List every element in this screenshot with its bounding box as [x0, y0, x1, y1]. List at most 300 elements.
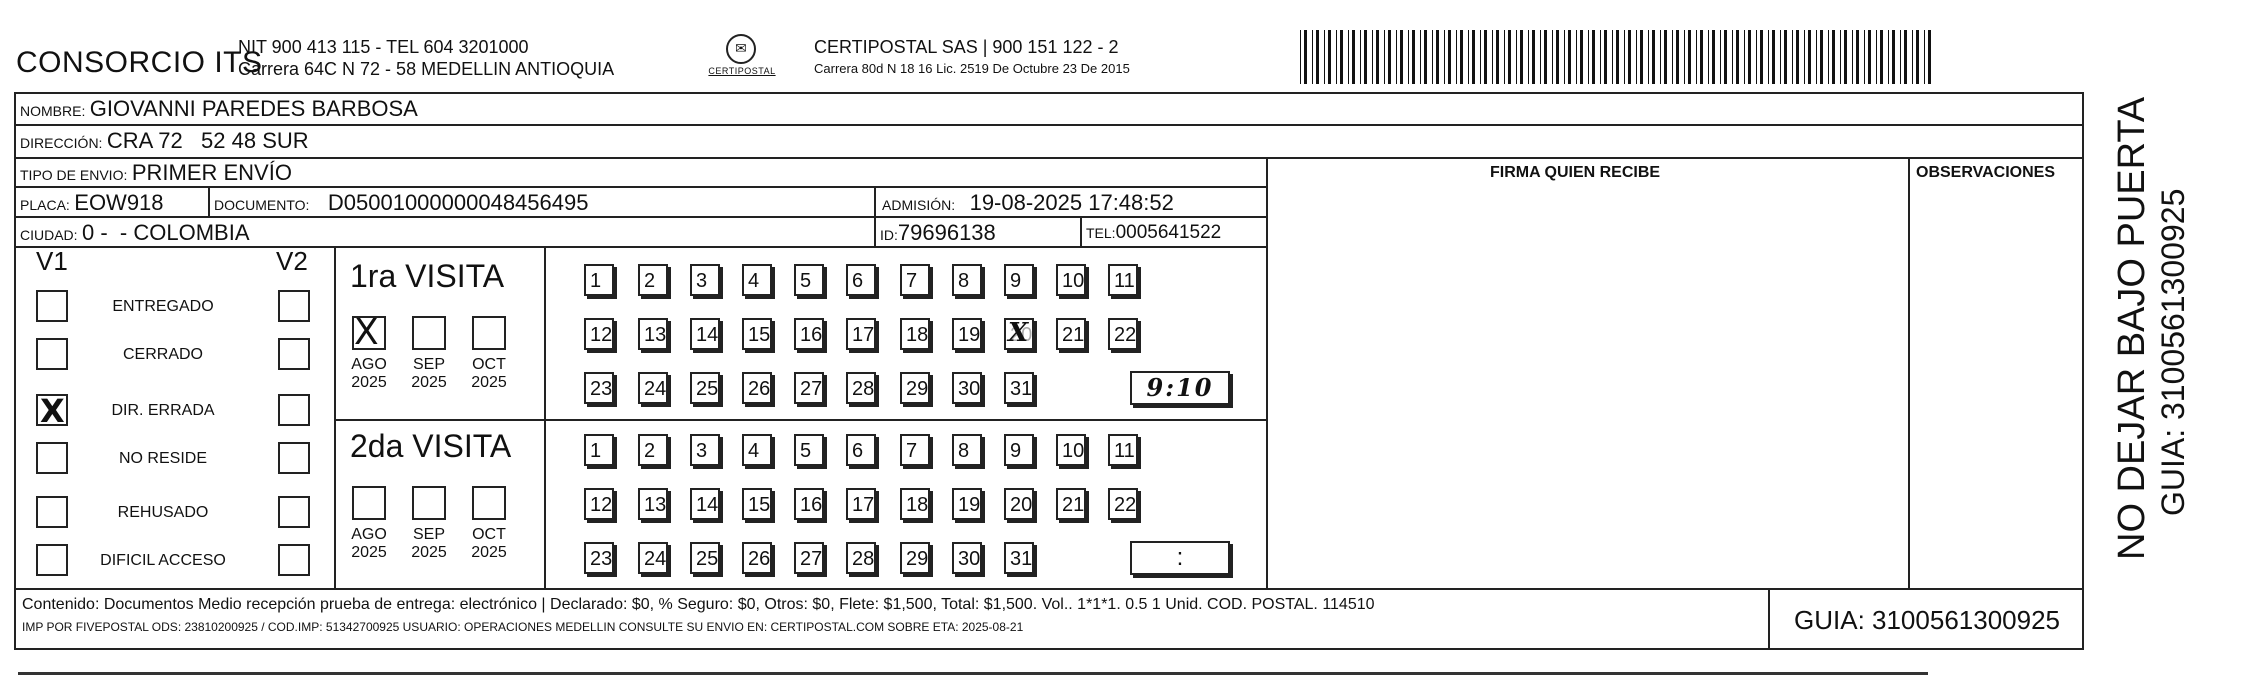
v1-checkbox[interactable] [36, 544, 68, 576]
day-box[interactable] [1056, 434, 1086, 466]
day-number: 29 [906, 378, 929, 400]
month-name: SEP [412, 356, 445, 373]
day-box[interactable] [742, 318, 772, 350]
day-number: 25 [696, 378, 719, 400]
direccion-value: CRA 72 52 48 SUR [106, 128, 309, 153]
certipostal-logo-icon: ✉ [726, 34, 756, 64]
observaciones-label: OBSERVACIONES [1916, 164, 2055, 181]
barcode-bar [1364, 30, 1367, 84]
day-number: 2 [644, 440, 656, 462]
day-box[interactable] [1108, 434, 1138, 466]
month-checkbox[interactable] [412, 486, 446, 520]
day-box[interactable] [952, 264, 982, 296]
status-option-label: CERRADO [122, 346, 203, 363]
day-number: 4 [748, 270, 760, 292]
barcode-bar [1868, 30, 1871, 84]
day-box[interactable] [1108, 264, 1138, 296]
day-box[interactable] [794, 318, 824, 350]
day-number: 6 [852, 440, 864, 462]
day-box[interactable] [846, 264, 876, 296]
firma-label: FIRMA QUIEN RECIBE [1490, 164, 1661, 181]
v1-checkbox[interactable] [36, 290, 68, 322]
month-label [404, 356, 454, 392]
day-number: 9 [1010, 440, 1022, 462]
barcode-bar [1304, 30, 1307, 84]
barcode-bar [1520, 30, 1523, 84]
barcode-bar [1724, 30, 1727, 84]
side-warning: NO DEJAR BAJO PUERTA [2111, 96, 2153, 560]
admision-value: 19-08-2025 17:48:52 [969, 190, 1174, 215]
status-option-label: ENTREGADO [112, 298, 214, 315]
day-number: 24 [644, 378, 667, 400]
day-box[interactable] [1056, 318, 1086, 350]
day-box[interactable] [846, 542, 876, 574]
barcode-bar [1664, 30, 1667, 84]
month-checkbox[interactable] [472, 486, 506, 520]
day-number: 17 [852, 494, 875, 516]
documento-label: DOCUMENTO: [214, 197, 310, 213]
day-number: 7 [906, 270, 918, 292]
v1-checkbox[interactable] [36, 394, 68, 426]
day-box[interactable] [1108, 488, 1138, 520]
barcode-bar [1796, 30, 1799, 84]
day-number: 9 [1010, 270, 1022, 292]
barcode-bar [1328, 30, 1331, 84]
month-checkbox[interactable] [352, 486, 386, 520]
company-address: Carrera 64C N 72 - 58 MEDELLIN ANTIOQUIA [238, 59, 615, 79]
barcode-bar [1660, 30, 1661, 84]
visit-time-box[interactable]: : [1130, 541, 1230, 575]
barcode-bar [1924, 30, 1925, 84]
day-box[interactable] [794, 372, 824, 404]
day-box[interactable] [846, 372, 876, 404]
day-number: 19 [958, 494, 981, 516]
v2-checkbox[interactable] [278, 394, 310, 426]
side-guia: GUIA: 3100561300925 [2155, 188, 2191, 516]
id-value: 79696138 [897, 220, 996, 245]
day-box[interactable] [1004, 434, 1034, 466]
visit-time-box[interactable]: 9:10 [1130, 371, 1230, 405]
day-number: 23 [590, 548, 613, 570]
day-number: 3 [696, 440, 708, 462]
certipostal-logo [702, 34, 782, 88]
barcode-bar [1372, 30, 1373, 84]
ciudad-cell [20, 220, 250, 246]
day-box[interactable] [1108, 318, 1138, 350]
barcode-bar [1384, 30, 1385, 84]
v2-checkbox[interactable] [278, 290, 310, 322]
barcode [1300, 30, 1940, 84]
barcode-bar [1424, 30, 1427, 84]
barcode-bar [1396, 30, 1397, 84]
month-checkbox[interactable] [472, 316, 506, 350]
day-number: 1 [590, 270, 602, 292]
barcode-bar [1360, 30, 1361, 84]
direccion-row [20, 128, 309, 154]
day-number: 31 [1010, 378, 1033, 400]
barcode-bar [1544, 30, 1547, 84]
barcode-bar [1412, 30, 1415, 84]
barcode-bar [1556, 30, 1559, 84]
barcode-bar [1880, 30, 1883, 84]
tipo-envio-row [20, 160, 292, 186]
day-box[interactable] [952, 434, 982, 466]
day-box[interactable] [638, 264, 668, 296]
day-box[interactable] [638, 488, 668, 520]
day-box[interactable] [794, 488, 824, 520]
company-nit: NIT 900 413 115 - TEL 604 3201000 [238, 37, 529, 57]
tipo-envio-value: PRIMER ENVÍO [131, 160, 292, 185]
day-number: 15 [748, 494, 771, 516]
visit-title: 1ra VISITA [350, 258, 505, 294]
barcode-bar [1348, 30, 1349, 84]
day-box[interactable] [846, 488, 876, 520]
id-label: ID: [880, 227, 898, 243]
barcode-bar [1448, 30, 1451, 84]
barcode-bar [1912, 30, 1913, 84]
day-box[interactable] [690, 542, 720, 574]
day-number: 23 [590, 378, 613, 400]
admision-cell [882, 190, 1174, 216]
day-number: 5 [800, 270, 812, 292]
barcode-bar [1832, 30, 1835, 84]
day-box[interactable] [742, 264, 772, 296]
certipostal-nit: CERTIPOSTAL SAS | 900 151 122 - 2 [814, 37, 1119, 57]
day-box[interactable] [952, 488, 982, 520]
day-box[interactable] [952, 372, 982, 404]
v1-header: V1 [36, 246, 68, 276]
barcode-bar [1672, 30, 1673, 84]
day-number: 1 [590, 440, 602, 462]
barcode-bar [1576, 30, 1577, 84]
direccion-label: DIRECCIÓN: [20, 135, 103, 151]
day-box[interactable] [900, 264, 930, 296]
month-label [344, 526, 394, 562]
barcode-bar [1828, 30, 1829, 84]
barcode-bar [1768, 30, 1769, 84]
day-number: 31 [1010, 548, 1033, 570]
barcode-bar [1888, 30, 1889, 84]
barcode-bar [1720, 30, 1721, 84]
day-number: 22 [1114, 494, 1137, 516]
contenido-line: Contenido: Documentos Medio recepción prueba de entrega: electrónico | Declarado: $0, % Seguro: $0, Otros: $0, Flete: $1,500, Total: $1,500. Vol.. 1*1*1. 0.5 1 Unid. COD. POSTAL. 114510 [22, 596, 1375, 613]
certipostal-info [814, 36, 1130, 80]
visit-title: 2da VISITA [350, 428, 512, 464]
day-number: 18 [906, 324, 929, 346]
barcode-bar [1352, 30, 1355, 84]
day-box[interactable] [1056, 488, 1086, 520]
day-box[interactable] [900, 434, 930, 466]
barcode-bar [1820, 30, 1823, 84]
day-number: 17 [852, 324, 875, 346]
barcode-bar [1844, 30, 1847, 84]
day-box[interactable] [1004, 488, 1034, 520]
day-box[interactable] [742, 372, 772, 404]
day-number: 8 [958, 270, 970, 292]
day-number: 18 [906, 494, 929, 516]
day-number: 13 [644, 324, 667, 346]
barcode-bar [1480, 30, 1481, 84]
v2-header: V2 [276, 246, 308, 276]
barcode-bar [1696, 30, 1697, 84]
barcode-bar [1460, 30, 1463, 84]
barcode-bar [1676, 30, 1679, 84]
day-number: 26 [748, 548, 771, 570]
barcode-bar [1760, 30, 1763, 84]
barcode-bar [1892, 30, 1895, 84]
v1-checkbox[interactable] [36, 496, 68, 528]
barcode-bar [1472, 30, 1475, 84]
barcode-bar [1700, 30, 1703, 84]
day-box[interactable] [690, 264, 720, 296]
day-number: 25 [696, 548, 719, 570]
day-box[interactable] [584, 542, 614, 574]
day-box[interactable] [900, 488, 930, 520]
barcode-bar [1592, 30, 1595, 84]
day-number: 2 [644, 270, 656, 292]
cut-line [18, 672, 1928, 675]
day-number: 10 [1062, 440, 1085, 462]
id-cell [880, 220, 996, 246]
barcode-bar [1756, 30, 1757, 84]
day-number: 14 [696, 324, 719, 346]
month-label [344, 356, 394, 392]
barcode-bar [1648, 30, 1649, 84]
day-number: 8 [958, 440, 970, 462]
day-number: 22 [1114, 324, 1137, 346]
logo-text: CERTIPOSTAL [708, 66, 776, 76]
v2-checkbox[interactable] [278, 496, 310, 528]
placa-label: PLACA: [20, 197, 70, 213]
barcode-bar [1652, 30, 1655, 84]
day-box[interactable] [794, 542, 824, 574]
day-box[interactable] [690, 488, 720, 520]
day-box[interactable] [638, 542, 668, 574]
documento-value: D05001000000048456495 [327, 190, 589, 215]
barcode-bar [1792, 30, 1793, 84]
day-number: 28 [852, 378, 875, 400]
month-label [464, 526, 514, 562]
day-box[interactable] [846, 434, 876, 466]
ciudad-label: CIUDAD: [20, 227, 78, 243]
barcode-bar [1904, 30, 1907, 84]
barcode-bar [1400, 30, 1403, 84]
barcode-bar [1528, 30, 1529, 84]
tel-cell [1086, 222, 1221, 244]
day-number: 3 [696, 270, 708, 292]
barcode-bar [1600, 30, 1601, 84]
tel-value: 0005641522 [1115, 222, 1222, 243]
day-box[interactable] [952, 318, 982, 350]
barcode-bar [1432, 30, 1433, 84]
barcode-bar [1684, 30, 1685, 84]
barcode-bar [1532, 30, 1535, 84]
barcode-bar [1420, 30, 1421, 84]
day-box[interactable] [584, 434, 614, 466]
barcode-bar [1616, 30, 1619, 84]
barcode-bar [1628, 30, 1631, 84]
day-number: 28 [852, 548, 875, 570]
documento-cell [214, 190, 588, 216]
day-number: 21 [1062, 324, 1085, 346]
day-number: 30 [958, 548, 981, 570]
day-box[interactable] [1004, 264, 1034, 296]
barcode-bar [1624, 30, 1625, 84]
barcode-bar [1496, 30, 1499, 84]
barcode-bar [1568, 30, 1571, 84]
barcode-bar [1324, 30, 1325, 84]
barcode-bar [1336, 30, 1337, 84]
company-name: CONSORCIO ITS [16, 46, 263, 79]
day-box[interactable] [638, 372, 668, 404]
month-year: 2025 [351, 544, 387, 561]
day-box[interactable] [638, 318, 668, 350]
barcode-bar [1376, 30, 1379, 84]
day-number: 11 [1114, 270, 1135, 292]
barcode-bar [1340, 30, 1343, 84]
day-number: 20 [1010, 324, 1033, 346]
day-box[interactable] [900, 372, 930, 404]
month-label [404, 526, 454, 562]
v2-checkbox[interactable] [278, 544, 310, 576]
barcode-bar [1864, 30, 1865, 84]
month-checkbox[interactable] [412, 316, 446, 350]
day-number: 4 [748, 440, 760, 462]
day-box[interactable] [1004, 542, 1034, 574]
day-number: 11 [1114, 440, 1135, 462]
day-box[interactable] [584, 264, 614, 296]
barcode-bar [1516, 30, 1517, 84]
month-year: 2025 [471, 374, 507, 391]
delivery-form [14, 92, 2084, 650]
month-year: 2025 [411, 374, 447, 391]
barcode-bar [1444, 30, 1445, 84]
barcode-bar [1636, 30, 1637, 84]
status-option-label: DIFICIL ACCESO [100, 552, 226, 569]
month-name: OCT [472, 356, 506, 373]
barcode-bar [1316, 30, 1319, 84]
tel-label: TEL: [1086, 225, 1116, 241]
day-box[interactable] [900, 318, 930, 350]
barcode-bar [1784, 30, 1787, 84]
day-box[interactable] [584, 372, 614, 404]
month-name: SEP [412, 526, 445, 543]
status-option-label: NO RESIDE [118, 450, 207, 467]
day-box[interactable] [690, 372, 720, 404]
day-box[interactable] [584, 318, 614, 350]
day-number: 26 [748, 378, 771, 400]
day-box[interactable] [900, 542, 930, 574]
day-number: 27 [800, 378, 823, 400]
barcode-bar [1736, 30, 1739, 84]
barcode-bar [1388, 30, 1391, 84]
day-number: 12 [590, 494, 613, 516]
day-box[interactable] [742, 488, 772, 520]
barcode-bar [1504, 30, 1505, 84]
day-box[interactable] [742, 542, 772, 574]
day-box[interactable] [794, 434, 824, 466]
company-info [238, 36, 614, 80]
day-box[interactable] [794, 264, 824, 296]
barcode-bar [1856, 30, 1859, 84]
certipostal-address: Carrera 80d N 18 16 Lic. 2519 De Octubre 23 De 2015 [814, 61, 1130, 76]
barcode-bar [1508, 30, 1511, 84]
day-number: 27 [800, 548, 823, 570]
day-number: 14 [696, 494, 719, 516]
impresion-line: IMP POR FIVEPOSTAL ODS: 23810200925 / COD.IMP: 51342700925 USUARIO: OPERACIONES MEDELLIN CONSULTE SU ENVIO EN: CERTIPOSTAL.COM SOBRE ETA: 2025-08-21 [22, 620, 1024, 634]
barcode-bar [1840, 30, 1841, 84]
day-number: 15 [748, 324, 771, 346]
side-notice [2110, 97, 2192, 560]
day-box[interactable] [690, 434, 720, 466]
barcode-bar [1916, 30, 1919, 84]
admision-label: ADMISIÓN: [882, 197, 956, 213]
barcode-bar [1804, 30, 1805, 84]
nombre-label: NOMBRE: [20, 103, 86, 119]
day-number: 10 [1062, 270, 1085, 292]
v2-checkbox[interactable] [278, 442, 310, 474]
month-year: 2025 [351, 374, 387, 391]
barcode-bar [1640, 30, 1643, 84]
barcode-bar [1816, 30, 1817, 84]
month-name: AGO [351, 526, 387, 543]
placa-value: EOW918 [74, 190, 164, 215]
barcode-bar [1712, 30, 1715, 84]
barcode-bar [1484, 30, 1487, 84]
v1-checkbox[interactable] [36, 442, 68, 474]
day-box[interactable] [584, 488, 614, 520]
day-box[interactable] [952, 542, 982, 574]
day-box[interactable] [1004, 372, 1034, 404]
month-name: AGO [351, 356, 387, 373]
barcode-bar [1748, 30, 1751, 84]
day-box[interactable] [690, 318, 720, 350]
barcode-bar [1580, 30, 1583, 84]
barcode-bar [1588, 30, 1589, 84]
day-number: 7 [906, 440, 918, 462]
day-number: 19 [958, 324, 981, 346]
day-box[interactable] [1056, 264, 1086, 296]
barcode-bar [1900, 30, 1901, 84]
day-number: 5 [800, 440, 812, 462]
nombre-value: GIOVANNI PAREDES BARBOSA [89, 96, 418, 121]
barcode-bar [1732, 30, 1733, 84]
v1-checkbox[interactable] [36, 338, 68, 370]
barcode-bar [1744, 30, 1745, 84]
month-checkbox[interactable] [352, 316, 386, 350]
status-option-label: DIR. ERRADA [111, 402, 215, 419]
barcode-bar [1492, 30, 1493, 84]
marked-day-box[interactable] [1004, 318, 1034, 350]
day-number: 29 [906, 548, 929, 570]
v2-checkbox[interactable] [278, 338, 310, 370]
placa-cell [20, 190, 164, 216]
barcode-bar [1876, 30, 1877, 84]
day-number: 13 [644, 494, 667, 516]
month-label [464, 356, 514, 392]
day-box[interactable] [638, 434, 668, 466]
barcode-bar [1780, 30, 1781, 84]
day-box[interactable] [846, 318, 876, 350]
barcode-bar [1808, 30, 1811, 84]
barcode-bar [1456, 30, 1457, 84]
barcode-bar [1436, 30, 1439, 84]
nombre-row [20, 96, 418, 122]
day-box[interactable] [742, 434, 772, 466]
barcode-bar [1852, 30, 1853, 84]
status-option-label: REHUSADO [117, 504, 209, 521]
barcode-bar [1612, 30, 1613, 84]
